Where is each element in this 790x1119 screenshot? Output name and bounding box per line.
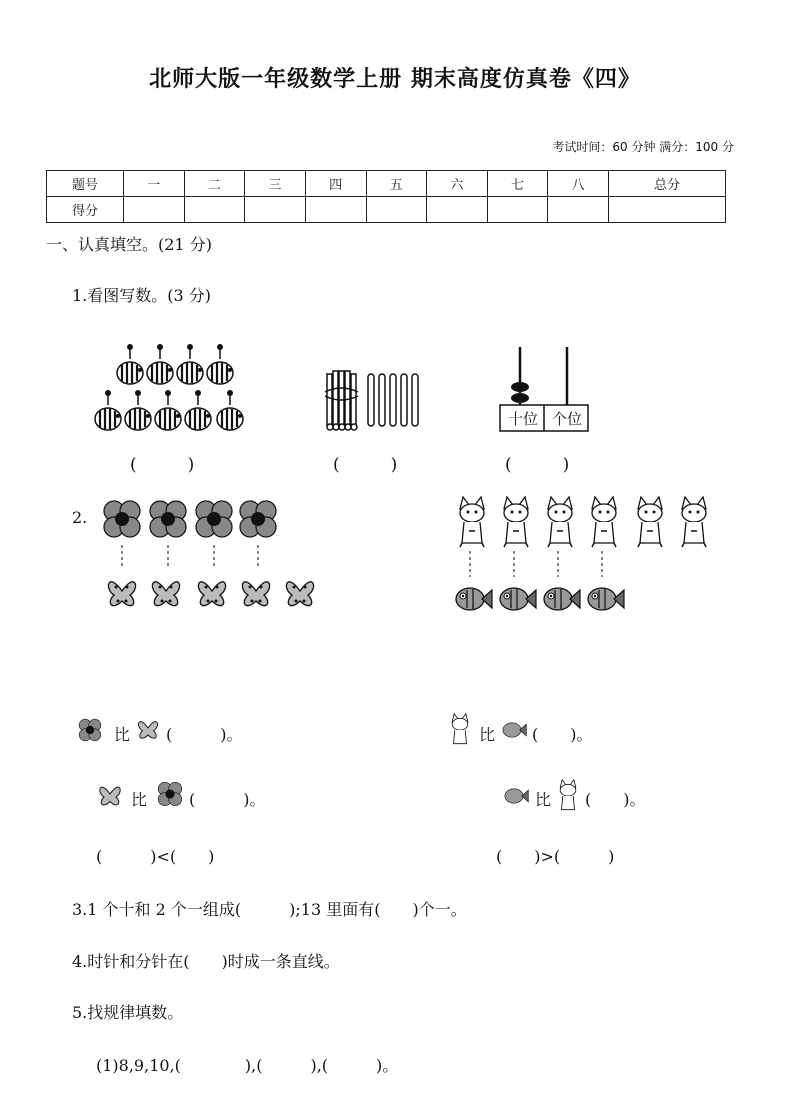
compare-blank-3[interactable]: ( )。 xyxy=(189,790,266,809)
sticks-illustration xyxy=(322,366,432,436)
q4-text: 4.时针和分针在( )时成一条直线。 xyxy=(72,952,340,971)
score-header-cell: 三 xyxy=(245,171,306,197)
score-table xyxy=(46,170,726,223)
cats-fish-illustration xyxy=(450,495,720,625)
compare-blank-2[interactable]: ( )。 xyxy=(532,725,593,744)
score-input-cell[interactable] xyxy=(305,197,366,223)
inequality-left[interactable]: ( )<( ) xyxy=(96,847,215,866)
q5-1-text: (1)8,9,10,( ),( ),( )。 xyxy=(96,1056,399,1075)
q1-answer-blank[interactable]: ( ) xyxy=(333,455,398,475)
q1-answer-blank[interactable]: ( ) xyxy=(130,455,195,475)
compare-blank-1[interactable]: ( )。 xyxy=(166,725,243,744)
q3-text: 3.1 个十和 2 个一组成( );13 里面有( )个一。 xyxy=(72,900,467,919)
score-header-cell: 一 xyxy=(124,171,185,197)
flowers-butterflies-illustration xyxy=(100,495,330,625)
score-input-cell[interactable] xyxy=(124,197,185,223)
abacus-tens-label: 十位 xyxy=(507,410,538,428)
score-row-label: 得分 xyxy=(47,197,124,223)
section1-heading: 一、认真填空。(21 分) xyxy=(46,235,212,254)
exam-info: 考试时间：60 分钟 满分：100 分 xyxy=(552,140,734,154)
score-header-cell: 五 xyxy=(366,171,427,197)
q5-text: 5.找规律填数。 xyxy=(72,1003,184,1022)
score-header-cell: 题号 xyxy=(47,171,124,197)
score-header-cell: 六 xyxy=(427,171,488,197)
score-input-cell[interactable] xyxy=(184,197,245,223)
score-input-cell[interactable] xyxy=(487,197,548,223)
score-header-cell: 四 xyxy=(305,171,366,197)
score-input-cell[interactable] xyxy=(366,197,427,223)
inequality-right[interactable]: ( )>( ) xyxy=(496,847,615,866)
q1-text: 1.看图写数。(3 分) xyxy=(72,286,212,305)
compare-blank-4[interactable]: ( )。 xyxy=(585,790,646,809)
score-input-cell[interactable] xyxy=(609,197,726,223)
score-header-cell: 八 xyxy=(548,171,609,197)
score-table-header-row xyxy=(47,171,726,197)
score-input-cell[interactable] xyxy=(548,197,609,223)
compare-word-1: 比 xyxy=(114,725,131,744)
page-title: 北师大版一年级数学上册 期末高度仿真卷《四》 xyxy=(149,67,641,92)
compare-word-2: 比 xyxy=(479,725,496,744)
abacus-ones-label: 个位 xyxy=(551,410,582,428)
score-header-cell: 总分 xyxy=(609,171,726,197)
q2-label: 2. xyxy=(72,508,88,527)
compare-word-4: 比 xyxy=(535,790,552,809)
score-input-cell[interactable] xyxy=(245,197,306,223)
score-header-cell: 二 xyxy=(184,171,245,197)
score-input-cell[interactable] xyxy=(427,197,488,223)
compare-word-3: 比 xyxy=(131,790,148,809)
score-header-cell: 七 xyxy=(487,171,548,197)
q1-answer-blank[interactable]: ( ) xyxy=(505,455,570,475)
score-table-score-row xyxy=(47,197,726,223)
bees-illustration xyxy=(92,335,252,440)
